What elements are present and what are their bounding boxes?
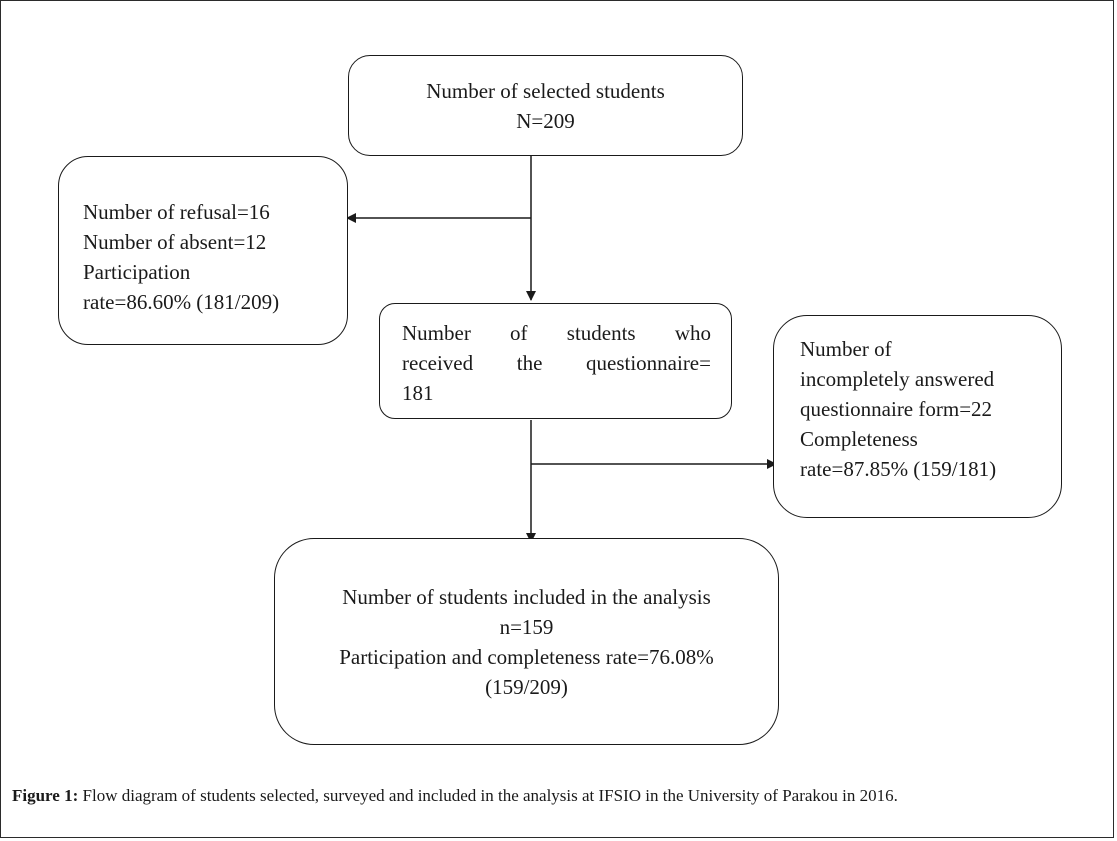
node-incomplete	[773, 315, 1062, 518]
node-selected-students	[348, 55, 743, 156]
node-text-word: students	[566, 321, 636, 345]
node-text-line: 181	[402, 381, 434, 405]
node-text-line: questionnaire form=22	[800, 397, 993, 421]
node-text-line: Number of students included in the analysis	[342, 584, 711, 609]
node-text-line: rate=87.85% (159/181)	[800, 457, 997, 481]
node-text-line: Number of refusal=16	[83, 200, 270, 224]
node-text-word: the	[516, 351, 543, 375]
node-text-line: rate=86.60% (181/209)	[83, 290, 280, 314]
node-text-line: Participation and completeness rate=76.08%	[339, 644, 714, 669]
node-text-line: Completeness	[800, 427, 918, 451]
node-excluded	[58, 156, 348, 345]
node-included	[274, 538, 779, 745]
node-text-word: who	[674, 321, 711, 345]
node-text-line: N=209	[516, 108, 575, 133]
node-text-word: received	[402, 351, 474, 375]
figure-caption	[12, 784, 898, 808]
node-text-line: Participation	[83, 260, 191, 284]
node-text-line: Number of selected students	[426, 78, 665, 103]
node-text-word: questionnaire=	[586, 351, 711, 375]
figure-caption-text: Flow diagram of students selected, surveyed and included in the analysis at IFSIO in the University of Parakou in 2016.	[78, 786, 898, 805]
node-text-line: n=159	[499, 614, 554, 639]
node-text-line: (159/209)	[485, 674, 568, 699]
node-text-line: Number of	[800, 337, 892, 361]
node-received-questionnaire	[379, 303, 732, 419]
node-text-line: incompletely answered	[800, 367, 995, 391]
node-text-word: Number	[402, 321, 471, 345]
node-text-line: Number of absent=12	[83, 230, 267, 254]
figure-label: Figure 1:	[12, 786, 79, 805]
node-text-word: of	[510, 321, 528, 345]
